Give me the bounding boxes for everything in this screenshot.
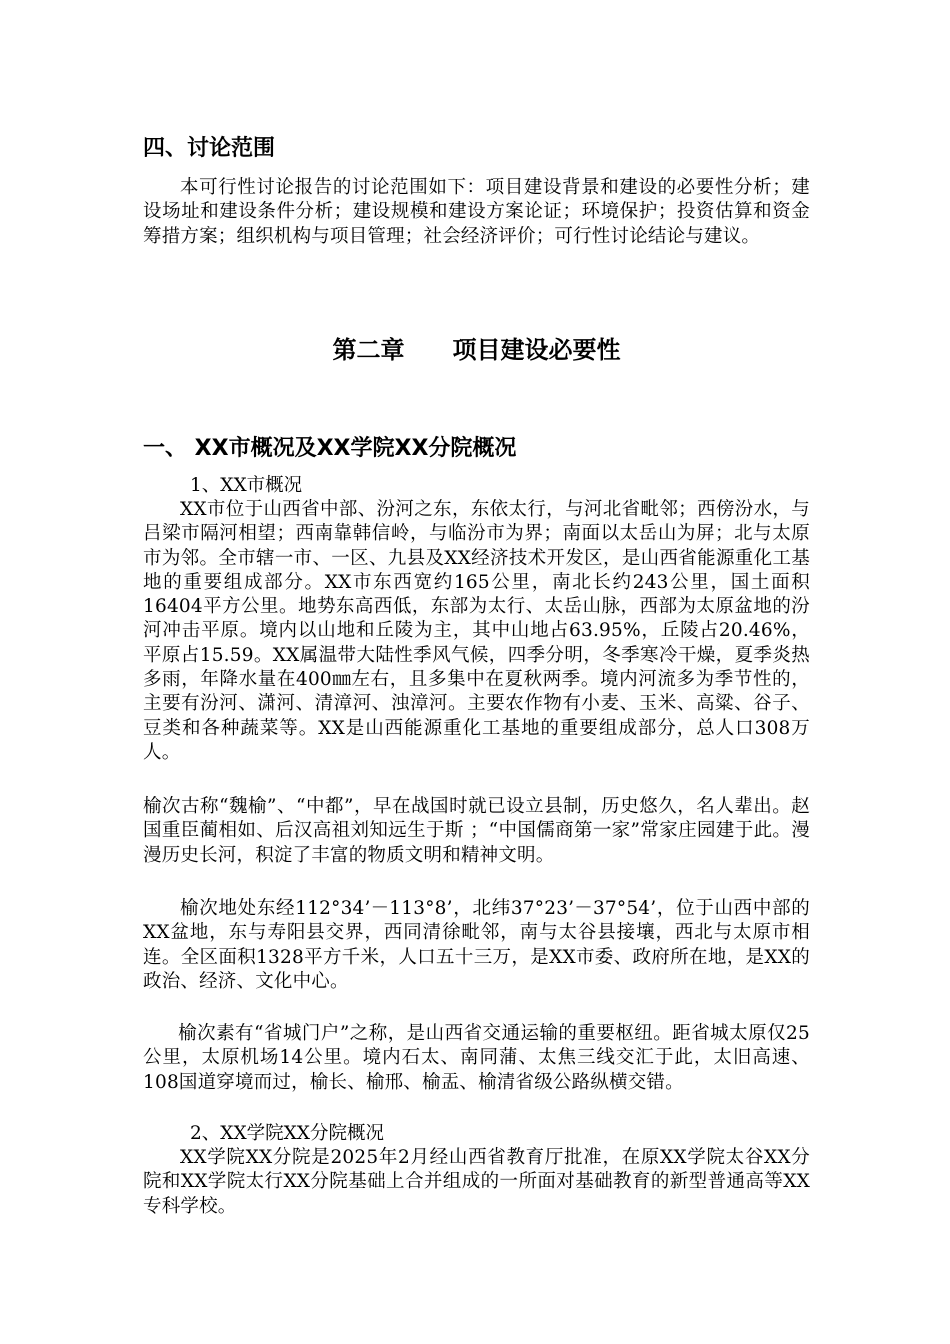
yuci-location-paragraph: 榆次地处东经112°34’－113°8’，北纬37°23’－37°54’，位于山西中部的XX盆地，东与寿阳县交界，西同清徐毗邻，南与太谷县接壤，西北与太原市相连。全区面积1328平方千米，人口五十三万，是XX市委、政府所在地，是XX的政治、经济、文化中心。 [143,898,810,992]
section-4-body: 本可行性讨论报告的讨论范围如下：项目建设背景和建设的必要性分析；建设场址和建设条件分析；建设规模和建设方案论证；环境保护；投资估算和资金筹措方案；组织机构与项目管理；社会经济评价；可行性讨论结论与建议。 [143,177,810,247]
section-4-heading: 四、讨论范围 [143,136,276,161]
chapter-2-title: 第二章 项目建设必要性 [332,336,621,364]
section-1-heading: 一、 XX市概况及XX学院XX分院概况 [143,436,517,461]
subsection-2-title: 2、XX学院XX分院概况 [190,1123,384,1144]
yuci-transport-paragraph: 榆次素有“省城门户”之称，是山西省交通运输的重要枢纽。距省城太原仅25公里，太原机场14公里。境内石太、南同蒲、太焦三线交汇于此，太旧高速、108国道穿境而过，榆长、榆邢、榆盂、榆清省级公路纵横交错。 [143,1023,810,1093]
college-overview-paragraph: XX学院XX分院是2025年2月经山西省教育厅批准，在原XX学院太谷XX分院和XX学院太行XX分院基础上合并组成的一所面对基础教育的新型普通高等XX专科学校。 [143,1147,810,1217]
city-overview-paragraph: XX市位于山西省中部、汾河之东，东依太行，与河北省毗邻；西傍汾水，与吕梁市隔河相望；西南靠韩信岭，与临汾市为界；南面以太岳山为屏；北与太原市为邻。全市辖一市、一区、九县及XX经济技术开发区，是山西省能源重化工基地的重要组成部分。XX市东西宽约165公里，南北长约243公里，国土面积16404平方公里。地势东高西低，东部为太行、太岳山脉，西部为太原盆地的汾河冲击平原。境内以山地和丘陵为主，其中山地占63.95%，丘陵占20.46%，平原占15.59。XX属温带大陆性季风气候，四季分明，冬季寒冷干燥，夏季炎热多雨，年降水量在400㎜左右，且多集中在夏秋两季。境内河流多为季节性的，主要有汾河、潇河、清漳河、浊漳河。主要农作物有小麦、玉米、高粱、谷子、豆类和各种蔬菜等。XX是山西能源重化工基地的重要组成部分，总人口308万人。 [143,499,810,763]
yuci-history-paragraph: 榆次古称“魏榆”、“中都”，早在战国时就已设立县制，历史悠久，名人辈出。赵国重臣蔺相如、后汉高祖刘知远生于斯 ；“中国儒商第一家”常家庄园建于此。漫漫历史长河，积淀了丰富的物质文明和精神文明。 [143,796,810,866]
subsection-1-title: 1、XX市概况 [190,475,303,496]
